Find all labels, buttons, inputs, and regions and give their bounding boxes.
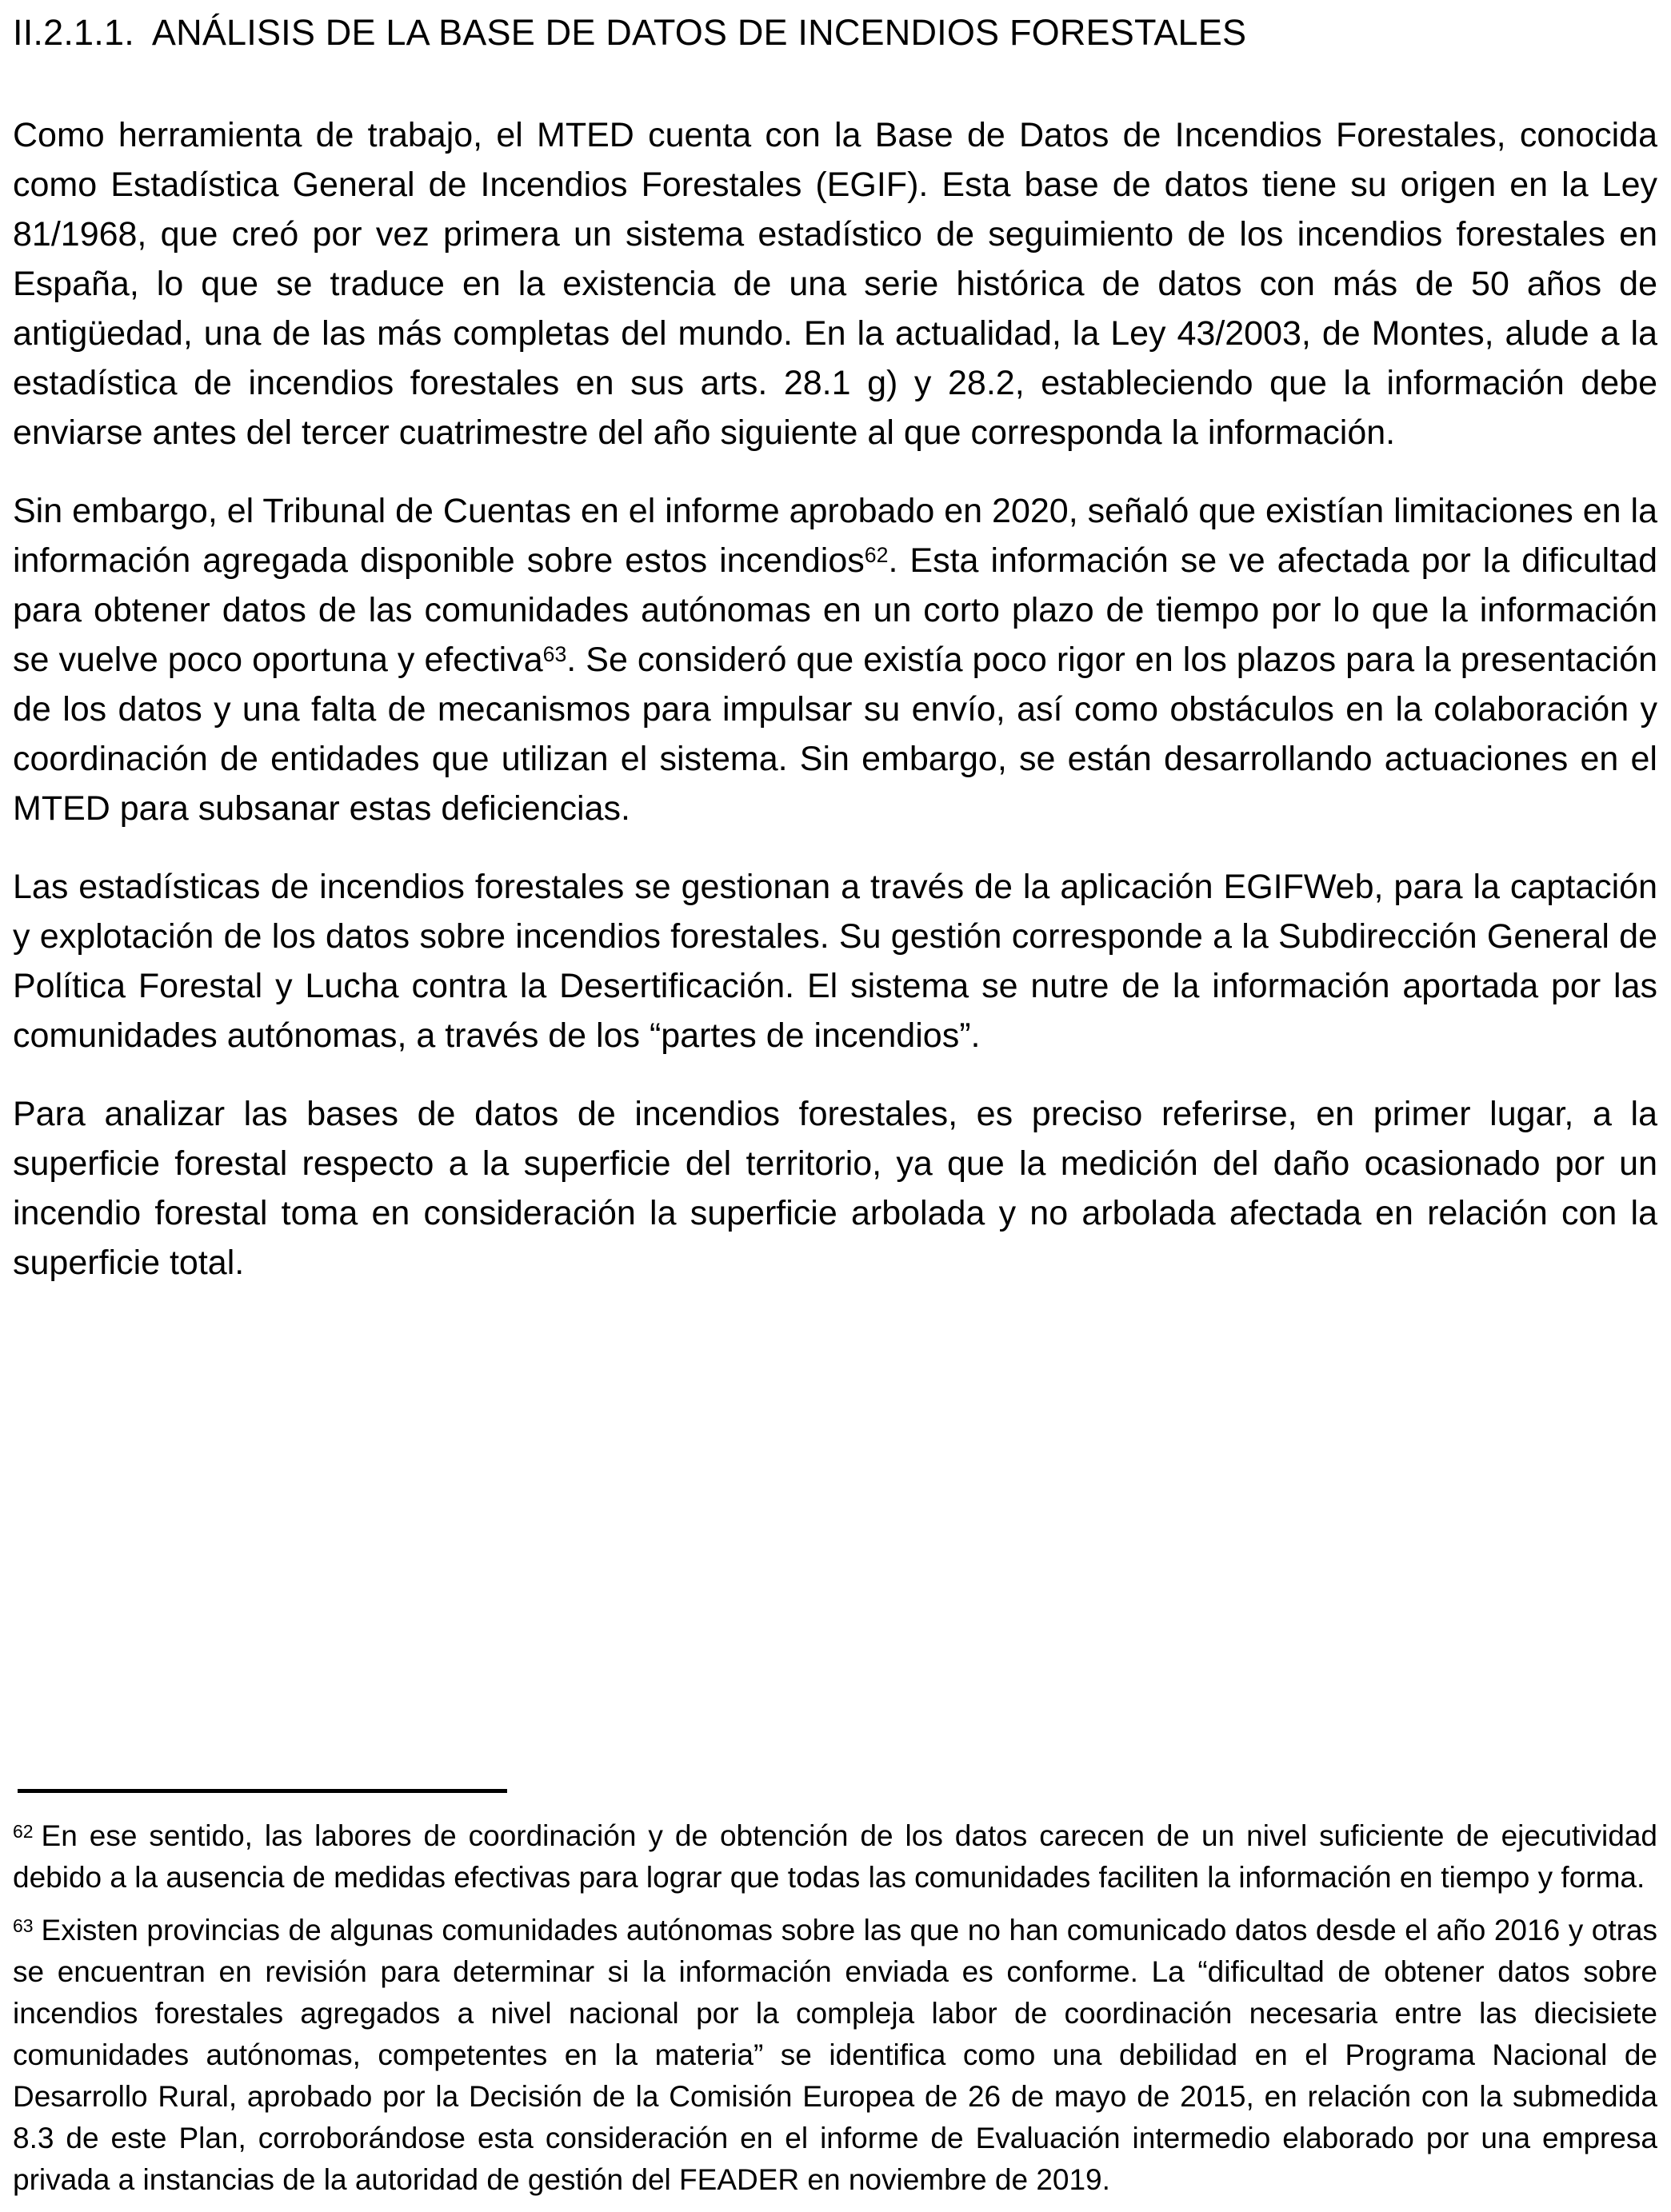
paragraph-tribunal-cuentas xyxy=(13,486,1657,833)
section-title: ANÁLISIS DE LA BASE DE DATOS DE INCENDIOS FORESTALES xyxy=(151,12,1247,53)
footnote-separator-rule xyxy=(18,1789,507,1793)
footnote-63 xyxy=(13,1910,1657,2201)
paragraph-text-run: Sin embargo, el Tribunal de Cuentas en el informe aprobado en 2020, señaló que existían limitaciones en la información agregada disponible sobre estos incendios xyxy=(13,492,1657,580)
footnote-reference-63: 63 xyxy=(542,642,567,667)
paragraph-intro-egif: Como herramienta de trabajo, el MTED cuenta con la Base de Datos de Incendios Forestales, conocida como Estadística General de Incendios Forestales (EGIF). Esta base de datos tiene su origen en la Ley 81/1968, que creó por vez primera un sistema estadístico de seguimiento de los incendios forestales en España, lo que se traduce en la existencia de una serie histórica de datos con más de 50 años de antigüedad, una de las más completas del mundo. En la actualidad, la Ley 43/2003, de Montes, alude a la estadística de incendios forestales en sus arts. 28.1 g) y 28.2, estableciendo que la información debe enviarse antes del tercer cuatrimestre del año siguiente al que corresponda la información. xyxy=(13,116,1657,452)
footnote-62-text: En ese sentido, las labores de coordinación y de obtención de los datos carecen de un nivel suficiente de ejecutividad debido a la ausencia de medidas efectivas para lograr que todas las comunidades faciliten la información en tiempo y forma. xyxy=(13,1819,1657,1894)
footnote-63-text: Existen provincias de algunas comunidades autónomas sobre las que no han comunicado datos desde el año 2016 y otras se encuentran en revisión para determinar si la información enviada es conforme. La “dificultad de obtener datos sobre incendios forestales agregados a nivel nacional por la compleja labor de coordinación necesaria entre las diecisiete comunidades autónomas, competentes en la materia” se identifica como una debilidad en el Programa Nacional de Desarrollo Rural, aprobado por la Decisión de la Comisión Europea de 26 de mayo de 2015, en relación con la submedida 8.3 de este Plan, corroborándose esta consideración en el informe de Evaluación intermedio elaborado por una empresa privada a instancias de la autoridad de gestión del FEADER en noviembre de 2019. xyxy=(13,1914,1657,2196)
footnotes-section xyxy=(13,1789,1657,2201)
paragraph-text-run: . Esta información se ve afectada por la dificultad para obtener datos de las comunidades autónomas en un corto plazo de tiempo por lo que la información se vuelve poco oportuna y efectiva xyxy=(13,541,1658,679)
section-number: II.2.1.1. xyxy=(13,12,134,53)
section-heading xyxy=(13,11,1657,54)
paragraph-text-run: . Se consideró que existía poco rigor en los plazos para la presentación de los datos y una falta de mecanismos para impulsar su envío, así como obstáculos en la colaboración y coordinación de entidades que utilizan el sistema. Sin embargo, se están desarrollando actuaciones en el MTED para subsanar estas deficiencias. xyxy=(13,641,1657,828)
footnote-62 xyxy=(13,1815,1657,1899)
paragraph-superficie-forestal: Para analizar las bases de datos de incendios forestales, es preciso referirse, en primer lugar, a la superficie forestal respecto a la superficie del territorio, ya que la medición del daño ocasionado por un incendio forestal toma en consideración la superficie arbolada y no arbolada afectada en relación con la superficie total. xyxy=(13,1095,1657,1282)
blank-space xyxy=(13,1316,1657,1789)
footnote-63-marker: 63 xyxy=(13,1915,34,1936)
paragraph-egifweb: Las estadísticas de incendios forestales se gestionan a través de la aplicación EGIFWeb, para la captación y explotación de los datos sobre incendios forestales. Su gestión corresponde a la Subdirección General de Política Forestal y Lucha contra la Desertificación. El sistema se nutre de la información aportada por las comunidades autónomas, a través de los “partes de incendios”. xyxy=(13,868,1657,1055)
footnote-reference-62: 62 xyxy=(864,543,889,568)
footnote-62-marker: 62 xyxy=(13,1820,34,1842)
